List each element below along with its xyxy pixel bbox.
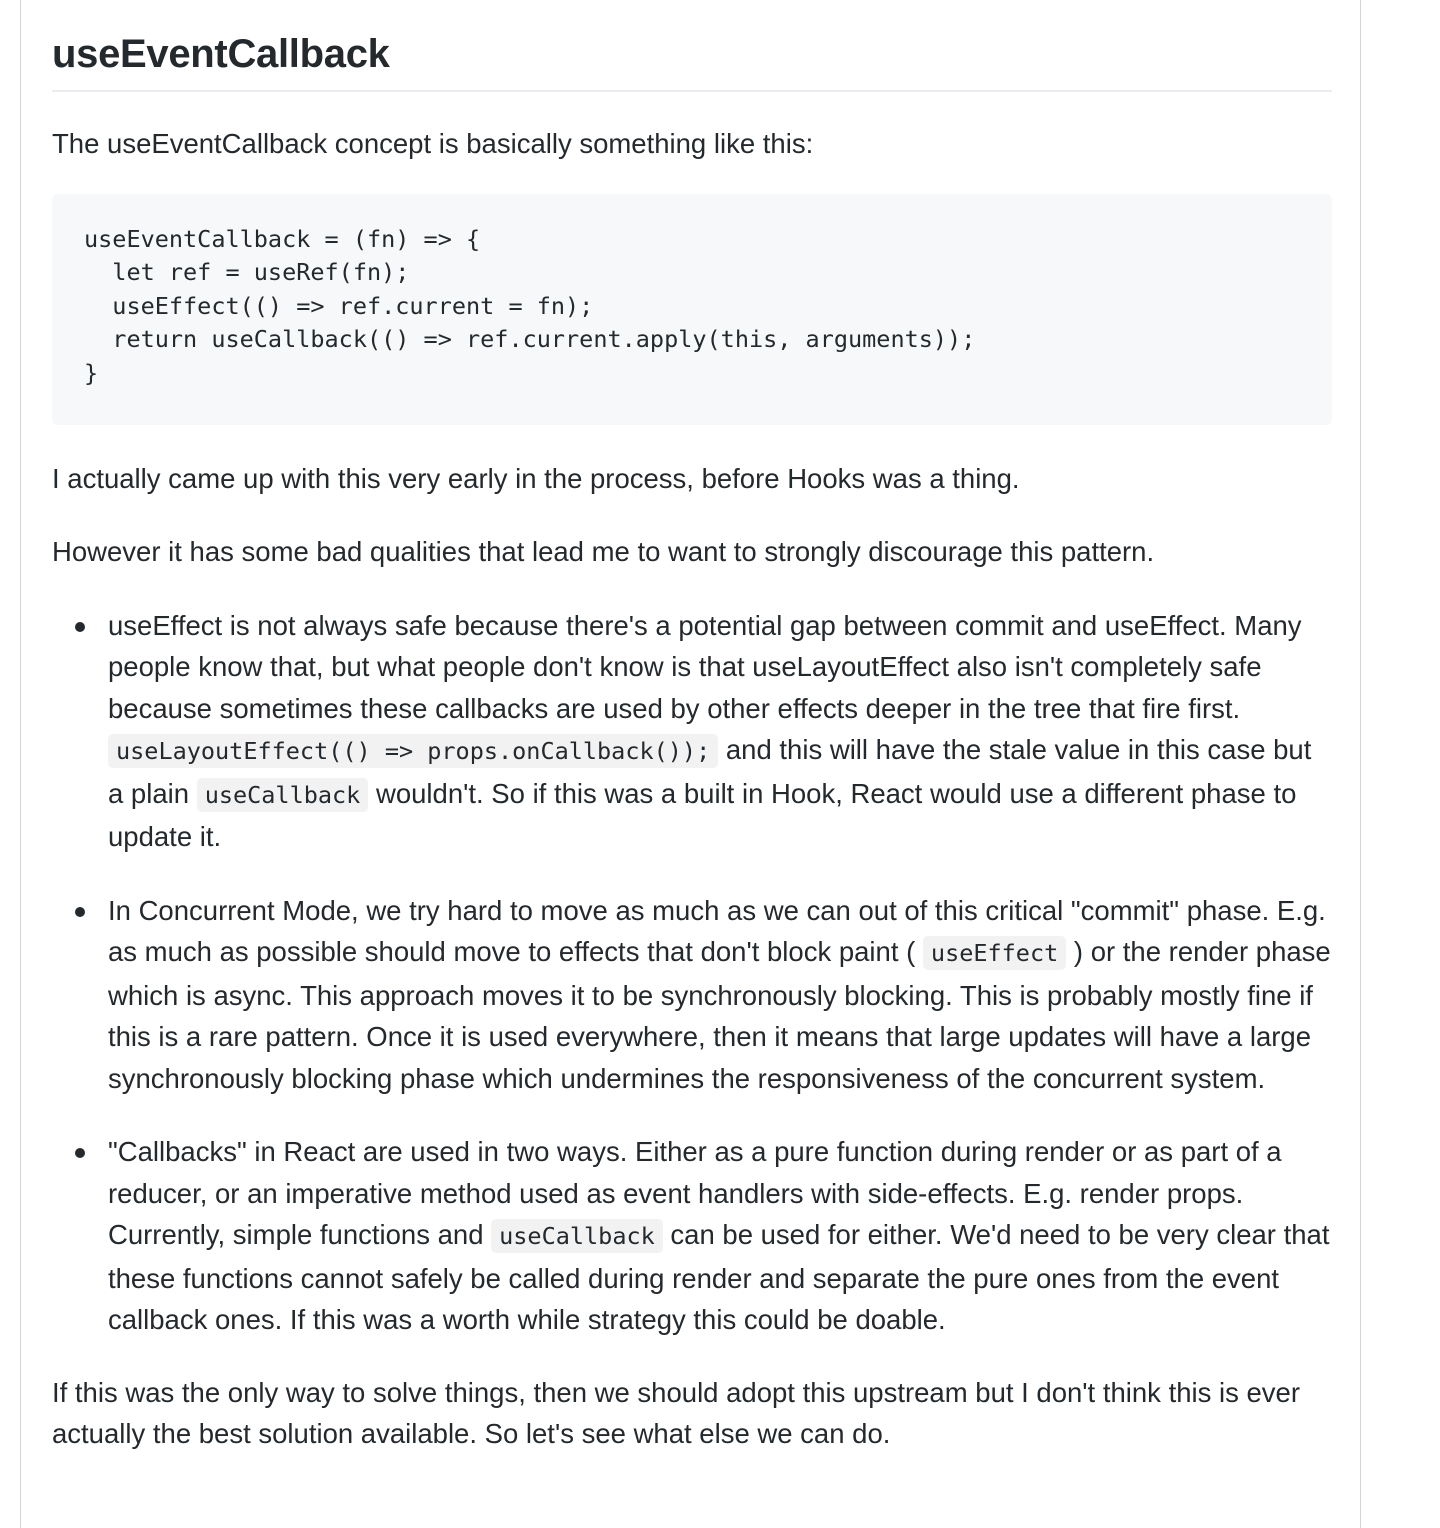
list-item-concurrent-mode [108, 890, 1332, 1100]
section-heading: useEventCallback [52, 0, 1332, 92]
list-item-text: useEffect is not always safe because there's a potential gap between commit and useEffect. Many people know that, but what people don't know is that useLayoutEffect also isn't completely safe because sometimes these callbacks are used by other effects deeper in the tree that fire first. [108, 609, 1302, 724]
inline-code: useCallback [197, 778, 369, 812]
list-item-text: wouldn't. So if this was a built in Hook, React would use a different phase to update it. [108, 777, 1297, 852]
inline-code: useLayoutEffect(() => props.onCallback()); [108, 734, 718, 768]
list-item-text: "Callbacks" in React are used in two ways. Either as a pure function during render or as part of a reducer, or an imperative method used as event handlers with side-effects. E.g. render props. Currently, simple functions and [108, 1136, 1282, 1250]
list-item-text: In Concurrent Mode, we try hard to move as much as we can out of this critical "commit" phase. E.g. as much as possible should move to effects that don't block paint ( [108, 894, 1326, 967]
bullet-list [52, 605, 1332, 1341]
code-block-text[interactable]: useEventCallback = (fn) => { let ref = useRef(fn); useEffect(() => ref.current = fn); return useCallback(() => ref.current.apply(this, arguments)); } [84, 224, 976, 387]
bullet-dot-icon [75, 907, 85, 917]
list-item-callbacks [108, 1131, 1332, 1341]
paragraph-however: However it has some bad qualities that lead me to want to strongly discourage this pattern. [52, 536, 1155, 567]
paragraph-early: I actually came up with this very early in the process, before Hooks was a thing. [52, 462, 1020, 494]
inline-code: useEffect [923, 936, 1066, 970]
list-item-effect-timing [108, 605, 1332, 858]
list-item-text: can be used for either. We'd need to be very clear that these functions cannot safely be called during render and separate the pure ones from the event callback ones. If this was a worth while strategy this could be doable. [108, 1219, 1330, 1335]
bullet-dot-icon [75, 622, 85, 632]
code-block [52, 194, 1332, 425]
paragraph-final: If this was the only way to solve things, then we should adopt this upstream but I don't think this is ever actually the best solution available. So let's see what else we can do. [52, 1376, 1301, 1449]
intro-paragraph: The useEventCallback concept is basically something like this: [52, 128, 814, 159]
inline-code: useCallback [491, 1219, 663, 1253]
list-item-text: and this will have the stale value in this case but a plain [108, 734, 1312, 809]
right-rail [1361, 0, 1440, 1513]
comment-body [52, 0, 1332, 1455]
list-item-text: ) or the render phase which is async. This approach moves it to be synchronously blocking. This is probably mostly fine if this is a rare pattern. Once it is used everywhere, then it means that large updates will have a large synchronously blocking phase which undermines the responsiveness of the concurrent system. [108, 936, 1331, 1094]
bullet-dot-icon [75, 1148, 85, 1158]
comment-box [20, 0, 1361, 1528]
